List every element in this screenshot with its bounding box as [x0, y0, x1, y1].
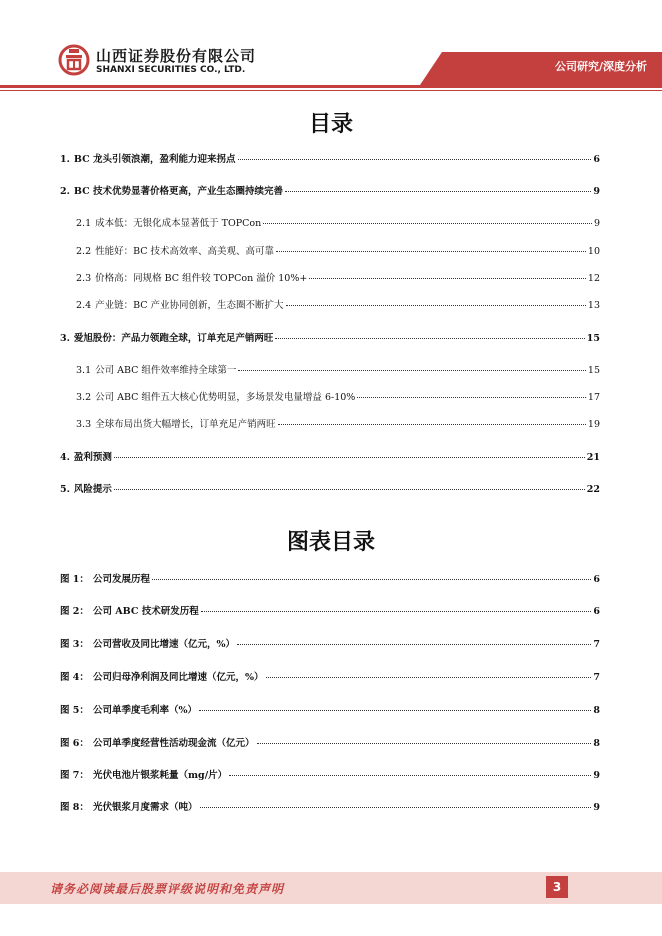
toc-entry-page: 15	[586, 333, 600, 344]
header-divider-thin	[0, 90, 662, 91]
figure-entry[interactable]	[60, 636, 600, 650]
company-name-cn: 山西证券股份有限公司	[96, 47, 257, 65]
figure-entry-label: 光伏银浆月度需求（吨）	[93, 802, 198, 813]
company-name-en: SHANXI SECURITIES CO., LTD.	[96, 65, 246, 75]
toc-entry[interactable]	[76, 389, 600, 403]
figure-entry-label: 公司 ABC 技术研发历程	[93, 606, 199, 617]
toc-entry-page: 12	[587, 273, 600, 284]
toc-leader-dots	[238, 159, 592, 160]
toc-entry-label: 公司 ABC 组件五大核心优势明显，多场景发电量增益 6-10%	[95, 392, 356, 403]
toc-entry-page: 6	[593, 154, 600, 165]
toc-leader-dots	[114, 489, 585, 490]
toc-entry[interactable]	[60, 481, 600, 495]
toc-entry[interactable]	[76, 243, 600, 257]
toc-entry-number: 5.	[60, 484, 70, 495]
toc-entry-label: 公司 ABC 组件效率维持全球第一	[95, 365, 237, 376]
toc-leader-dots	[238, 370, 585, 371]
toc-entry[interactable]	[76, 215, 600, 229]
figure-entry-label: 公司单季度经营性活动现金流（亿元）	[93, 738, 255, 749]
toc-entry-number: 2.3	[76, 273, 92, 284]
company-logo-icon	[58, 44, 90, 76]
toc-entry-label: 成本低：无银化成本显著低于 TOPCon	[95, 218, 262, 229]
figure-entry-page: 9	[593, 802, 600, 813]
figure-entry-label: 光伏电池片银浆耗量（mg/片）	[93, 770, 228, 781]
figure-leader-dots	[257, 743, 592, 744]
figure-leader-dots	[200, 807, 592, 808]
figure-entry-number: 图 6：	[60, 738, 89, 749]
figures-title: 图表目录	[286, 530, 375, 555]
figure-leader-dots	[237, 644, 591, 645]
figure-entry[interactable]	[60, 767, 600, 781]
figure-entry-page: 6	[593, 574, 600, 585]
figure-entry[interactable]	[60, 603, 600, 617]
toc-leader-dots	[286, 305, 586, 306]
toc-entry[interactable]	[60, 183, 600, 197]
figure-entry-page: 8	[593, 738, 600, 749]
toc-entry-number: 3.1	[76, 365, 92, 376]
toc-entry-page: 9	[593, 186, 600, 197]
toc-entry[interactable]	[76, 416, 600, 430]
toc-entry-page: 21	[586, 452, 600, 463]
toc-entry-number: 3.3	[76, 419, 92, 430]
toc-entry-page: 17	[587, 392, 600, 403]
figure-leader-dots	[152, 579, 591, 580]
toc-entry-number: 2.1	[76, 218, 92, 229]
report-type-label: 公司研究/深度分析	[554, 60, 647, 73]
toc-entry-number: 4.	[60, 452, 70, 463]
toc-leader-dots	[309, 278, 586, 279]
toc-entry-number: 3.2	[76, 392, 92, 403]
figure-entry[interactable]	[60, 571, 600, 585]
toc-leader-dots	[357, 397, 586, 398]
toc-entry-label: 性能好：BC 技术高效率、高美观、高可靠	[95, 246, 275, 257]
page-number: 3	[546, 876, 568, 898]
toc-title: 目录	[308, 112, 353, 137]
toc-entry[interactable]	[76, 297, 600, 311]
figure-leader-dots	[201, 611, 592, 612]
toc-entry-label: 全球布局出货大幅增长，订单充足产销两旺	[95, 419, 276, 430]
figure-entry-page: 6	[593, 606, 600, 617]
figure-entry[interactable]	[60, 735, 600, 749]
figure-entry-label: 公司营收及同比增速（亿元，%）	[93, 639, 236, 650]
toc-leader-dots	[285, 191, 591, 192]
figure-entry-label: 公司发展历程	[93, 574, 151, 585]
toc-leader-dots	[275, 338, 584, 339]
figure-entry[interactable]	[60, 702, 600, 716]
toc-entry-number: 1.	[60, 154, 70, 165]
toc-entry-number: 3.	[60, 333, 70, 344]
page-header	[0, 0, 662, 96]
figure-entry-number: 图 7：	[60, 770, 89, 781]
toc-entry-page: 15	[587, 365, 600, 376]
footer-disclaimer[interactable]: 请务必阅读最后股票评级说明和免责声明	[50, 882, 285, 896]
figure-leader-dots	[266, 677, 592, 678]
toc-leader-dots	[278, 424, 586, 425]
figure-entry-number: 图 8：	[60, 802, 89, 813]
toc-entry[interactable]	[60, 151, 600, 165]
toc-entry-label: BC 龙头引领浪潮，盈利能力迎来拐点	[73, 154, 236, 165]
toc-entry-label: 风险提示	[73, 484, 112, 495]
figure-entry-number: 图 3：	[60, 639, 89, 650]
figure-entry-page: 9	[593, 770, 600, 781]
figure-leader-dots	[199, 710, 591, 711]
toc-entry-label: 爱旭股份：产品力领跑全球，订单充足产销两旺	[73, 333, 274, 344]
toc-entry-label: 价格高：同规格 BC 组件较 TOPCon 溢价 10%+	[95, 273, 308, 284]
toc-entry-label: 产业链：BC 产业协同创新，生态圈不断扩大	[95, 300, 284, 311]
toc-entry-label: 盈利预测	[73, 452, 112, 463]
toc-entry-number: 2.4	[76, 300, 92, 311]
toc-entry-page: 10	[587, 246, 600, 257]
toc-entry-number: 2.	[60, 186, 70, 197]
header-divider	[0, 85, 662, 88]
toc-leader-dots	[114, 457, 585, 458]
figure-entry-number: 图 4：	[60, 672, 89, 683]
toc-entry-label: BC 技术优势显著价格更高，产业生态圈持续完善	[73, 186, 283, 197]
figure-entry-number: 图 1：	[60, 574, 89, 585]
toc-entry-number: 2.2	[76, 246, 92, 257]
figure-entry-page: 7	[593, 639, 600, 650]
figure-entry[interactable]	[60, 799, 600, 813]
figure-entry-label: 公司归母净利润及同比增速（亿元，%）	[93, 672, 264, 683]
figure-entry-number: 图 5：	[60, 705, 89, 716]
toc-entry[interactable]	[76, 270, 600, 284]
figure-entry-label: 公司单季度毛利率（%）	[93, 705, 198, 716]
toc-entry[interactable]	[76, 362, 600, 376]
toc-entry[interactable]	[60, 330, 600, 344]
figure-entry-number: 图 2：	[60, 606, 89, 617]
toc-entry-page: 22	[586, 484, 600, 495]
toc-leader-dots	[263, 223, 592, 224]
figure-entry-page: 8	[593, 705, 600, 716]
toc-entry[interactable]	[60, 449, 600, 463]
figure-entry-page: 7	[593, 672, 600, 683]
toc-entry-page: 13	[587, 300, 600, 311]
toc-leader-dots	[276, 251, 586, 252]
figure-leader-dots	[229, 775, 591, 776]
figure-entry[interactable]	[60, 669, 600, 683]
toc-entry-page: 19	[587, 419, 600, 430]
toc-entry-page: 9	[593, 218, 600, 229]
